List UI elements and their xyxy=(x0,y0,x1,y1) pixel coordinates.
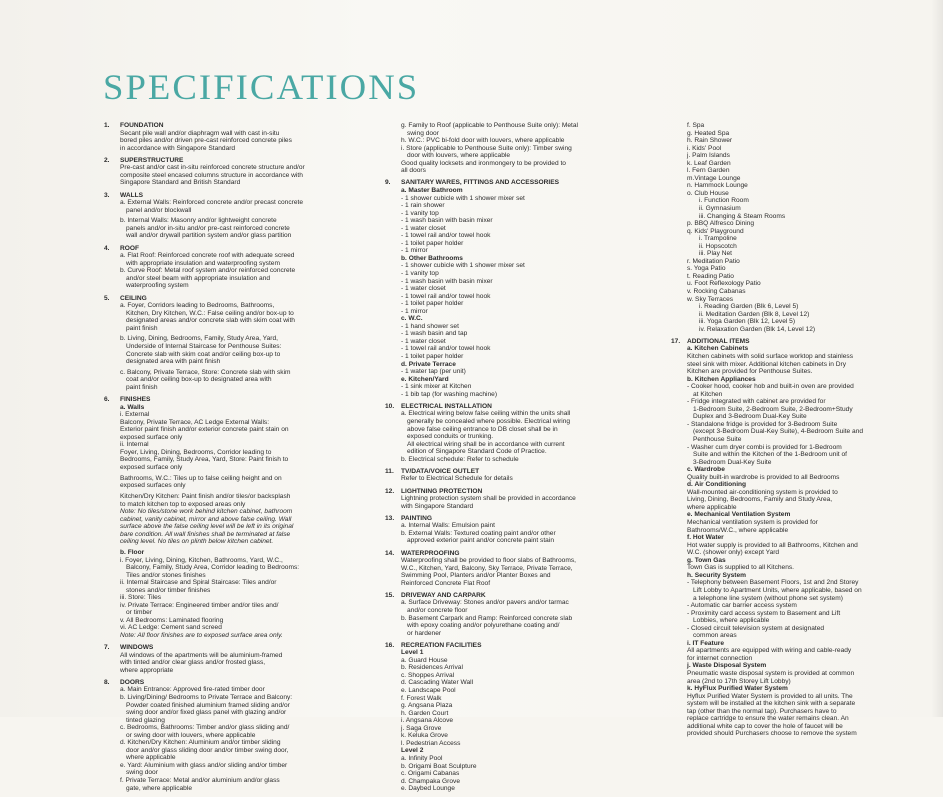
section-heading: LIGHTNING PROTECTION xyxy=(401,487,483,495)
spec-line: k. Leaf Garden xyxy=(687,159,731,167)
spec-line: - 1 towel rail and/or towel hook xyxy=(401,232,491,240)
spec-line: v. All Bedrooms: Laminated flooring xyxy=(120,616,224,624)
spec-line: - 1 water closet xyxy=(401,224,446,232)
spec-line: Concrete slab with skim coat and/or ceiling box-up to xyxy=(126,350,281,358)
spec-line: provided should Purchasers choose to remove the system xyxy=(687,730,857,738)
section-number: 6. xyxy=(104,396,110,404)
spec-section xyxy=(385,515,657,545)
spec-line: w. Sky Terraces xyxy=(687,295,734,303)
spec-line: exposed surface only xyxy=(120,463,183,471)
spec-line: h. Rain Shower xyxy=(687,137,733,145)
spec-line: Kitchen are provided for Penthouse Suites. xyxy=(687,368,813,376)
spec-line: h. Garden Court xyxy=(401,709,449,717)
spec-line: l. Fern Garden xyxy=(687,167,730,175)
spec-line: c. Wardrobe xyxy=(687,466,725,474)
spec-line: a. Surface Driveway: Stones and/or pavers and/or tarmac xyxy=(401,599,569,607)
spec-line: Balcony, Family, Study Area, Corridor leading to Bedrooms: xyxy=(126,564,300,572)
spec-section xyxy=(104,396,372,640)
spec-line: Town Gas is supplied to all Kitchens. xyxy=(687,564,795,572)
spec-line: n. Hammock Lounge xyxy=(687,182,748,190)
spec-line: p. BBQ Alfresco Dining xyxy=(687,220,755,228)
spec-line: Pre-cast and/or cast in-situ reinforced concrete structure and/or xyxy=(120,164,305,172)
spec-section xyxy=(385,179,657,398)
section-heading: WINDOWS xyxy=(120,644,154,652)
section-heading: SANITARY WARES, FITTINGS AND ACCESSORIES xyxy=(401,179,560,187)
column-2 xyxy=(385,122,657,797)
spec-line: d. Cascading Water Wall xyxy=(401,679,474,687)
spec-line: a telephone line system (without phone set system) xyxy=(693,594,843,602)
spec-line: i. Trampoline xyxy=(699,235,737,243)
spec-line: u. Foot Reflexology Patio xyxy=(687,280,761,288)
spec-line: k. HyFlux Purified Water System xyxy=(687,685,788,693)
spec-line: m.Vintage Lounge xyxy=(687,174,741,182)
section-heading: DOORS xyxy=(120,678,145,686)
spec-line: Lightning protection system shall be provided in accordance xyxy=(401,495,576,503)
spec-line: replace cartridge to ensure the water remains clean. An xyxy=(687,715,849,723)
spec-line: b. Living, Dining, Bedrooms, Family, Study Area, Yard, xyxy=(120,335,278,343)
spec-line: t. Reading Patio xyxy=(687,272,734,280)
spec-line: e. Kitchen/Yard xyxy=(401,375,449,383)
section-number: 2. xyxy=(104,156,110,164)
section-number: 8. xyxy=(104,678,110,686)
spec-line: i. Kids' Pool xyxy=(687,144,722,152)
spec-line: j. Palm Islands xyxy=(687,152,730,160)
spec-line: Foyer, Living, Dining, Bedrooms, Corridor leading to xyxy=(120,448,272,456)
spec-line: Note: No tiles/stone work behind kitchen cabinet, bathroom xyxy=(120,508,293,516)
spec-line: Level 2 xyxy=(401,747,424,755)
spec-line: with epoxy coating and/or polyurethane coating and/ xyxy=(407,622,560,630)
spec-line: all doors xyxy=(401,167,426,175)
section-number: 11. xyxy=(385,467,394,475)
spec-line: Balcony, Private Terrace, AC Ledge External Walls: xyxy=(120,418,270,426)
spec-line: iii. Changing & Steam Rooms xyxy=(699,212,786,220)
spec-line: Kitchen, Dry Kitchen, W.C.: False ceiling and/or box-up to xyxy=(126,309,294,317)
spec-line: door with louvers, where applicable xyxy=(407,152,510,160)
spec-line: where appropriate xyxy=(120,666,174,674)
spec-line: b. Living/Dining/ Bedrooms to Private Terrace and Balcony: xyxy=(120,694,293,702)
section-heading: PAINTING xyxy=(401,514,433,522)
spec-line: iii. Play Net xyxy=(699,250,732,258)
spec-line: a. Walls xyxy=(120,403,145,411)
section-number: 17. xyxy=(671,337,681,345)
spec-line: gate, where applicable xyxy=(126,784,192,792)
spec-line: or hardener xyxy=(407,629,442,637)
spec-line: stones and/or timber finishes xyxy=(126,586,211,594)
spec-line: b. Origami Boat Sculpture xyxy=(401,762,477,770)
spec-line: a. Guard House xyxy=(401,656,448,664)
spec-line: - Telephony between Basement Floors, 1st and 2nd Storey xyxy=(687,579,859,587)
spec-section xyxy=(385,642,657,793)
spec-line: j. Saga Grove xyxy=(401,724,442,732)
spec-line: Reinforced Concrete Flat Roof xyxy=(401,579,491,587)
spec-line: generally be concealed where possible. Electrical wiring xyxy=(407,417,571,425)
spec-section xyxy=(104,245,372,290)
spec-section xyxy=(104,295,372,392)
spec-line: e. Yard: Aluminium with glass and/or sliding and/or timber xyxy=(120,761,288,769)
spec-line: b. External Walls: Textured coating paint and/or other xyxy=(401,529,556,537)
spec-line: vi. AC Ledge: Cement sand screed xyxy=(120,624,222,632)
spec-line: designated area with paint finish xyxy=(126,358,221,366)
section-heading: FINISHES xyxy=(120,396,151,404)
spec-line: a. Foyer, Corridors leading to Bedrooms, Bathrooms, xyxy=(120,302,275,310)
spec-line: - 1 bib tap (for washing machine) xyxy=(401,390,498,398)
spec-line: c. Shoppes Arrival xyxy=(401,671,455,679)
spec-line: iii. Yoga Garden (Blk 12, Level 5) xyxy=(699,318,796,326)
spec-line: Hyflux Purified Water System is provided to all units. The xyxy=(687,692,853,700)
spec-line: ii. Meditation Garden (Blk 8, Level 12) xyxy=(699,310,810,318)
spec-line: l. Pedestrian Access xyxy=(401,739,461,747)
spec-section xyxy=(385,488,657,511)
spec-line: q. Kids' Playground xyxy=(687,227,744,235)
spec-line: above false ceiling entrance to DB closet shall be in xyxy=(407,425,558,433)
spec-line: to match kitchen top to exposed areas only xyxy=(120,500,246,508)
spec-line: tinted glazing xyxy=(126,716,165,724)
spec-line: - 1 water tap (per unit) xyxy=(401,368,466,376)
spec-line: Refer to Electrical Schedule for details xyxy=(401,475,513,483)
spec-line: - 1 shower cubicle with 1 shower mixer set xyxy=(401,194,525,202)
spec-line: Level 1 xyxy=(401,649,424,657)
spec-line: with Singapore Standard xyxy=(401,502,474,510)
spec-line: - 1 vanity top xyxy=(401,269,439,277)
spec-line: swing door and/or fixed glass panel with glazing and/or xyxy=(126,709,287,717)
spec-line: ii. Internal Staircase and Spiral Staircase: Tiles and/or xyxy=(120,579,277,587)
page-title: SPECIFICATIONS xyxy=(103,67,420,107)
spec-line: - Fridge integrated with cabinet are provided for xyxy=(687,398,826,406)
spec-line: iv. Relaxation Garden (Blk 14, Level 12) xyxy=(699,325,816,333)
spec-line: Suite and within the Kitchen of the 1-Bedroom unit of xyxy=(693,451,847,459)
spec-line: Secant pile wall and/or diaphragm wall with cast in-situ xyxy=(120,129,280,137)
spec-line: - Proximity card access system to Basement and Lift xyxy=(687,609,841,617)
spec-line: Lift Lobby to Apartment Units, where applicable, based on xyxy=(693,586,862,594)
spec-line: - 1 water closet xyxy=(401,337,446,345)
spec-line: approved exterior paint and/or concrete paint stain xyxy=(407,537,554,545)
section-heading: WATERPROOFING xyxy=(401,549,460,557)
spec-section xyxy=(671,122,941,333)
spec-line: g. Angsana Plaza xyxy=(401,702,453,710)
page-edge-shadow xyxy=(931,0,943,717)
spec-line: o. Club House xyxy=(687,189,729,197)
spec-line: b. Other Bathrooms xyxy=(401,254,463,262)
spec-line: panels and/or in-situ and/or pre-cast reinforced concrete xyxy=(126,224,290,232)
spec-line: Waterproofing shall be provided to floor slabs of Bathrooms, xyxy=(401,557,576,565)
section-number: 13. xyxy=(385,514,395,522)
spec-line: Duplex and 3-Bedroom Dual-Key Suite xyxy=(693,413,807,421)
spec-line: in accordance with Singapore Standard xyxy=(120,144,236,152)
spec-line: wall and/or drywall partition system and/or glass partition xyxy=(126,232,292,240)
spec-line: ii. Hopscotch xyxy=(699,242,737,250)
spec-line: paint finish xyxy=(126,324,158,332)
spec-line: b. Electrical schedule: Refer to schedule xyxy=(401,455,519,463)
spec-line: - Standalone fridge is provided for 3-Bedroom Suite xyxy=(687,420,838,428)
spec-line: - 1 toilet paper holder xyxy=(401,239,464,247)
spec-line: i. IT Feature xyxy=(687,639,725,647)
spec-line: Quality built-in wardrobe is provided to all Bedrooms xyxy=(687,473,840,481)
spec-line: f. Forest Walk xyxy=(401,694,442,702)
spec-line: common areas xyxy=(693,632,737,640)
spec-line: or timber xyxy=(126,609,153,617)
spec-section xyxy=(385,122,657,175)
section-heading: WALLS xyxy=(120,191,144,199)
spec-line: Good quality locksets and ironmongery to be provided to xyxy=(401,159,566,167)
spec-line: door and/or glass sliding door and/or timber swing door, xyxy=(126,746,289,754)
spec-line: Exterior paint finish and/or exterior concrete paint stain on xyxy=(120,426,289,434)
spec-line: j. Waste Disposal System xyxy=(687,662,767,670)
column-3 xyxy=(671,122,941,742)
section-number: 9. xyxy=(385,179,391,187)
spec-line: ii. Gymnasium xyxy=(699,205,741,213)
spec-section xyxy=(104,679,372,792)
spec-line: waterproofing system xyxy=(126,282,189,290)
spec-line: cabinet, vanity cabinet, mirror and above false ceiling. Wall xyxy=(120,515,292,523)
section-heading: TV/DATA/VOICE OUTLET xyxy=(401,467,480,475)
spec-line: e. Daybed Lounge xyxy=(401,785,455,793)
spec-line: swing door xyxy=(407,129,439,137)
spec-line: Kitchen cabinets with solid surface worktop and stainless xyxy=(687,353,854,360)
spec-line: b. Floor xyxy=(120,548,145,556)
spec-line: Swimming Pool, Planters and/or Planter Boxes and xyxy=(401,572,551,580)
spec-line: exposed surface only xyxy=(120,433,183,441)
spec-line: where applicable xyxy=(687,503,737,511)
spec-line: area (2nd to 17th Storey Lift Lobby) xyxy=(687,677,791,685)
spec-line: d. Private Terrace xyxy=(401,360,456,368)
spec-line: system will be installed at the kitchen sink with a separate xyxy=(687,700,856,708)
spec-line: Underside of Internal Staircase for Penthouse Suites: xyxy=(126,342,282,350)
spec-line: Kitchen/Dry Kitchen: Paint finish and/or tiles/or backsplash xyxy=(120,492,291,500)
spec-line: at Kitchen xyxy=(693,390,723,398)
spec-line: - 1 wash basin with basin mixer xyxy=(401,217,493,225)
spec-line: or swing door with louvers, where applicable xyxy=(126,731,256,739)
spec-line: r. Meditation Patio xyxy=(687,257,740,265)
spec-line: and/or concrete floor xyxy=(407,606,468,614)
spec-line: b. Kitchen Appliances xyxy=(687,375,756,383)
spec-line: designated areas and/or concrete slab with skim coat with xyxy=(126,317,295,325)
spec-section xyxy=(385,592,657,637)
spec-line: paint finish xyxy=(126,383,158,391)
spec-line: a. Kitchen Cabinets xyxy=(687,345,749,353)
spec-section xyxy=(385,468,657,483)
spec-line: - 1 water closet xyxy=(401,285,446,293)
spec-line: Wall-mounted air-conditioning system is provided to xyxy=(687,488,838,496)
spec-line: d. Champaka Grove xyxy=(401,777,461,785)
spec-line: Singapore Standard and British Standard xyxy=(120,179,241,187)
spec-line: - 1 rain shower xyxy=(401,202,445,210)
spec-line: Pneumatic waste disposal system is provided at common xyxy=(687,669,855,677)
spec-line: f. Private Terrace: Metal and/or aluminium and/or glass xyxy=(120,777,280,785)
spec-line: a. Infinity Pool xyxy=(401,754,443,762)
spec-line: d. Kitchen/Dry Kitchen: Aluminium and/or timber sliding xyxy=(120,739,281,747)
spec-section xyxy=(104,122,372,152)
spec-line: ii. Internal xyxy=(120,441,149,449)
spec-line: 1-Bedroom Suite, 2-Bedroom Suite, 2-Bedroom+Study xyxy=(693,405,853,413)
spec-line: g. Family to Roof (applicable to Penthouse Suite only): Metal xyxy=(401,122,579,129)
section-number: 14. xyxy=(385,549,395,557)
spec-line: coat and/or ceiling box-up to designated area with xyxy=(126,376,272,384)
spec-line: - 1 wash basin with basin mixer xyxy=(401,277,493,285)
spec-section xyxy=(385,550,657,588)
spec-line: tap (other than the normal tap). Purchasers have to xyxy=(687,707,837,715)
spec-line: h. W.C.: PVC bi-fold door with louvers, where applicable xyxy=(401,137,565,145)
spec-line: (except 3-Bedroom Dual-Key Suite), 4-Bedroom Suite and xyxy=(693,428,864,436)
section-heading: ELECTRICAL INSTALLATION xyxy=(401,402,492,410)
spec-line: - 1 hand shower set xyxy=(401,322,459,330)
spec-line: b. Basement Carpark and Ramp: Reinforced concrete slab xyxy=(401,614,573,622)
section-number: 16. xyxy=(385,641,395,649)
spec-section xyxy=(104,192,372,240)
spec-line: additional white cap to cover the hole of faucet will be xyxy=(687,722,843,730)
spec-line: Living, Dining, Bedrooms, Family and Study Area, xyxy=(687,496,833,504)
spec-line: swing door xyxy=(126,769,158,777)
spec-line: All electrical wiring shall be in accordance with current xyxy=(407,440,565,448)
spec-section xyxy=(104,157,372,187)
spec-line: g. Town Gas xyxy=(687,556,726,564)
spec-line: b. Internal Walls: Masonry and/or lightweight concrete xyxy=(120,217,277,225)
section-heading: RECREATION FACILITIES xyxy=(401,641,482,649)
spec-line: W.C., Kitchen, Yard, Balcony, Sky Terrace, Private Terrace, xyxy=(401,564,573,572)
spec-line: surface above the false ceiling level will be left in its original xyxy=(120,523,294,531)
section-number: 15. xyxy=(385,591,395,599)
spec-line: c. Bedrooms, Bathrooms: Timber and/or glass sliding and/ xyxy=(120,724,290,732)
spec-line: Powder coated finished aluminium framed sliding and/or xyxy=(126,701,290,709)
spec-line: Lobbies, where applicable xyxy=(693,617,770,625)
section-heading: ROOF xyxy=(120,244,140,252)
spec-line: and/or steel beam with appropriate insulation and xyxy=(126,274,271,282)
spec-section xyxy=(671,338,941,738)
spec-line: exposed conduits or trunking. xyxy=(407,433,494,441)
spec-line: ceiling level. No tiles on plinth below kitchen cabinet. xyxy=(120,538,274,546)
spec-line: iv. Private Terrace: Engineered timber and/or tiles and/ xyxy=(120,601,279,609)
spec-line: iii. Store: Tiles xyxy=(120,594,162,602)
spec-line: - 1 vanity top xyxy=(401,209,439,217)
spec-line: panel and/or blockwall xyxy=(126,206,192,214)
spec-line: - Closed circuit television system at designated xyxy=(687,624,825,632)
spec-line: i. External xyxy=(120,411,150,419)
section-number: 10. xyxy=(385,402,395,410)
spec-line: - Washer cum dryer combi is provided for 1-Bedroom xyxy=(687,443,842,451)
spec-line: - 1 toilet paper holder xyxy=(401,300,464,308)
spec-line: i. Angsana Alcove xyxy=(401,717,454,725)
spec-line: h. Security System xyxy=(687,571,747,579)
spec-line: i. Reading Garden (Blk 6, Level 5) xyxy=(699,303,799,311)
spec-line: f. Hot Water xyxy=(687,534,724,542)
spec-line: W.C. (shower only) except Yard xyxy=(687,549,780,557)
spec-line: where applicable xyxy=(126,754,176,762)
section-number: 4. xyxy=(104,244,110,252)
spec-line: - 1 towel rail and/or towel hook xyxy=(401,292,491,300)
spec-line: a. Master Bathroom xyxy=(401,186,463,194)
section-heading: ADDITIONAL ITEMS xyxy=(687,337,750,345)
spec-line: - Cooker hood, cooker hob and built-in oven are provided xyxy=(687,383,854,391)
spec-line: for internet connection xyxy=(687,654,753,662)
spec-line: a. Internal Walls: Emulsion paint xyxy=(401,522,495,530)
column-1 xyxy=(104,122,372,797)
spec-line: - 1 mirror xyxy=(401,307,428,315)
spec-line: f. Spa xyxy=(687,122,705,129)
spec-section xyxy=(385,403,657,463)
spec-line: with appropriate insulation and waterproofing system xyxy=(126,259,280,267)
spec-line: - 1 mirror xyxy=(401,247,428,255)
spec-line: Bathrooms/W.C., where applicable xyxy=(687,526,789,534)
spec-line: - Automatic car barrier access system xyxy=(687,602,797,610)
spec-line: c. Balcony, Private Terrace, Store: Concrete slab with skim xyxy=(120,368,291,376)
spec-line: Hot water supply is provided to all Bathrooms, Kitchen and xyxy=(687,541,858,549)
spec-line: v. Rocking Cabanas xyxy=(687,288,746,296)
spec-line: edition of Singapore Standard Code of Practice. xyxy=(407,448,547,456)
spec-line: exposed surfaces only xyxy=(120,482,186,490)
section-heading: FOUNDATION xyxy=(120,122,164,129)
spec-line: b. Residences Arrival xyxy=(401,664,463,672)
spec-line: Mechanical ventilation system is provided for xyxy=(687,519,818,527)
spec-line: e. Landscape Pool xyxy=(401,687,456,695)
spec-line: bored piles and/or driven pre-cast reinforced concrete piles xyxy=(120,137,292,145)
spec-line: Tiles and/or stones finishes xyxy=(126,571,206,579)
spec-line: e. Mechanical Ventilation System xyxy=(687,511,791,519)
spec-line: k. Keluka Grove xyxy=(401,732,448,740)
spec-line: - 1 toilet paper holder xyxy=(401,353,464,360)
section-heading: DRIVEWAY AND CARPARK xyxy=(401,591,486,599)
spec-line: c. W.C. xyxy=(401,315,423,323)
spec-line: s. Yoga Patio xyxy=(687,265,726,273)
spec-line: a. Main Entrance: Approved fire-rated timber door xyxy=(120,686,265,694)
spec-line: steel sink with mixer. Additional kitchen cabinets in Dry xyxy=(687,360,847,368)
section-number: 3. xyxy=(104,191,110,199)
spec-line: All windows of the apartments will be aluminium-framed xyxy=(120,651,283,659)
spec-line: - 1 sink mixer at Kitchen xyxy=(401,383,472,391)
spec-line: composite steel encased columns structure in accordance with xyxy=(120,171,303,179)
spec-line: g. Heated Spa xyxy=(687,129,730,137)
spec-line: - 1 shower cubicle with 1 shower mixer set xyxy=(401,262,525,270)
spec-line: Penthouse Suite xyxy=(693,436,742,444)
section-number: 1. xyxy=(104,122,110,129)
spec-line: c. Origami Cabanas xyxy=(401,770,460,778)
section-number: 7. xyxy=(104,644,110,652)
spec-line: Bathrooms, W.C.: Tiles up to false ceiling height and on xyxy=(120,474,282,482)
spec-line: i. Store (applicable to Penthouse Suite only): Timber swing xyxy=(401,144,572,152)
spec-line: Bedrooms, Family, Study Area, Yard, Store: Paint finish to xyxy=(120,456,289,464)
spec-section xyxy=(104,644,372,674)
spec-line: Note: All floor finishes are to exposed surface area only. xyxy=(120,632,283,639)
spec-line: a. Flat Roof: Reinforced concrete roof with adequate screed xyxy=(120,252,295,260)
section-heading: SUPERSTRUCTURE xyxy=(120,156,184,164)
spec-line: a. Electrical wiring below false ceiling within the units shall xyxy=(401,410,571,418)
spec-line: d. Air Conditioning xyxy=(687,481,747,489)
spec-line: b. Curve Roof: Metal roof system and/or reinforced concrete xyxy=(120,267,296,275)
spec-line: - 1 wash basin and tap xyxy=(401,330,468,338)
spec-line: - 1 towel rail and/or towel hook xyxy=(401,345,491,353)
spec-line: All apartments are equipped with wiring and cable-ready xyxy=(687,647,852,655)
section-heading: CEILING xyxy=(120,294,147,302)
spec-line: i. Foyer, Living, Dining, Kitchen, Bathrooms, Yard, W.C., xyxy=(120,556,283,564)
spec-line: 3-Bedroom Dual-Key Suite xyxy=(693,458,772,466)
spec-line: bare condition. All wall finishes shall be terminated at false xyxy=(120,530,291,538)
spec-line: with tinted and/or clear glass and/or frosted glass, xyxy=(120,659,266,667)
spec-line: i. Function Room xyxy=(699,197,749,205)
section-number: 12. xyxy=(385,487,395,495)
section-number: 5. xyxy=(104,294,110,302)
spec-line: a. External Walls: Reinforced concrete and/or precast concrete xyxy=(120,199,304,207)
